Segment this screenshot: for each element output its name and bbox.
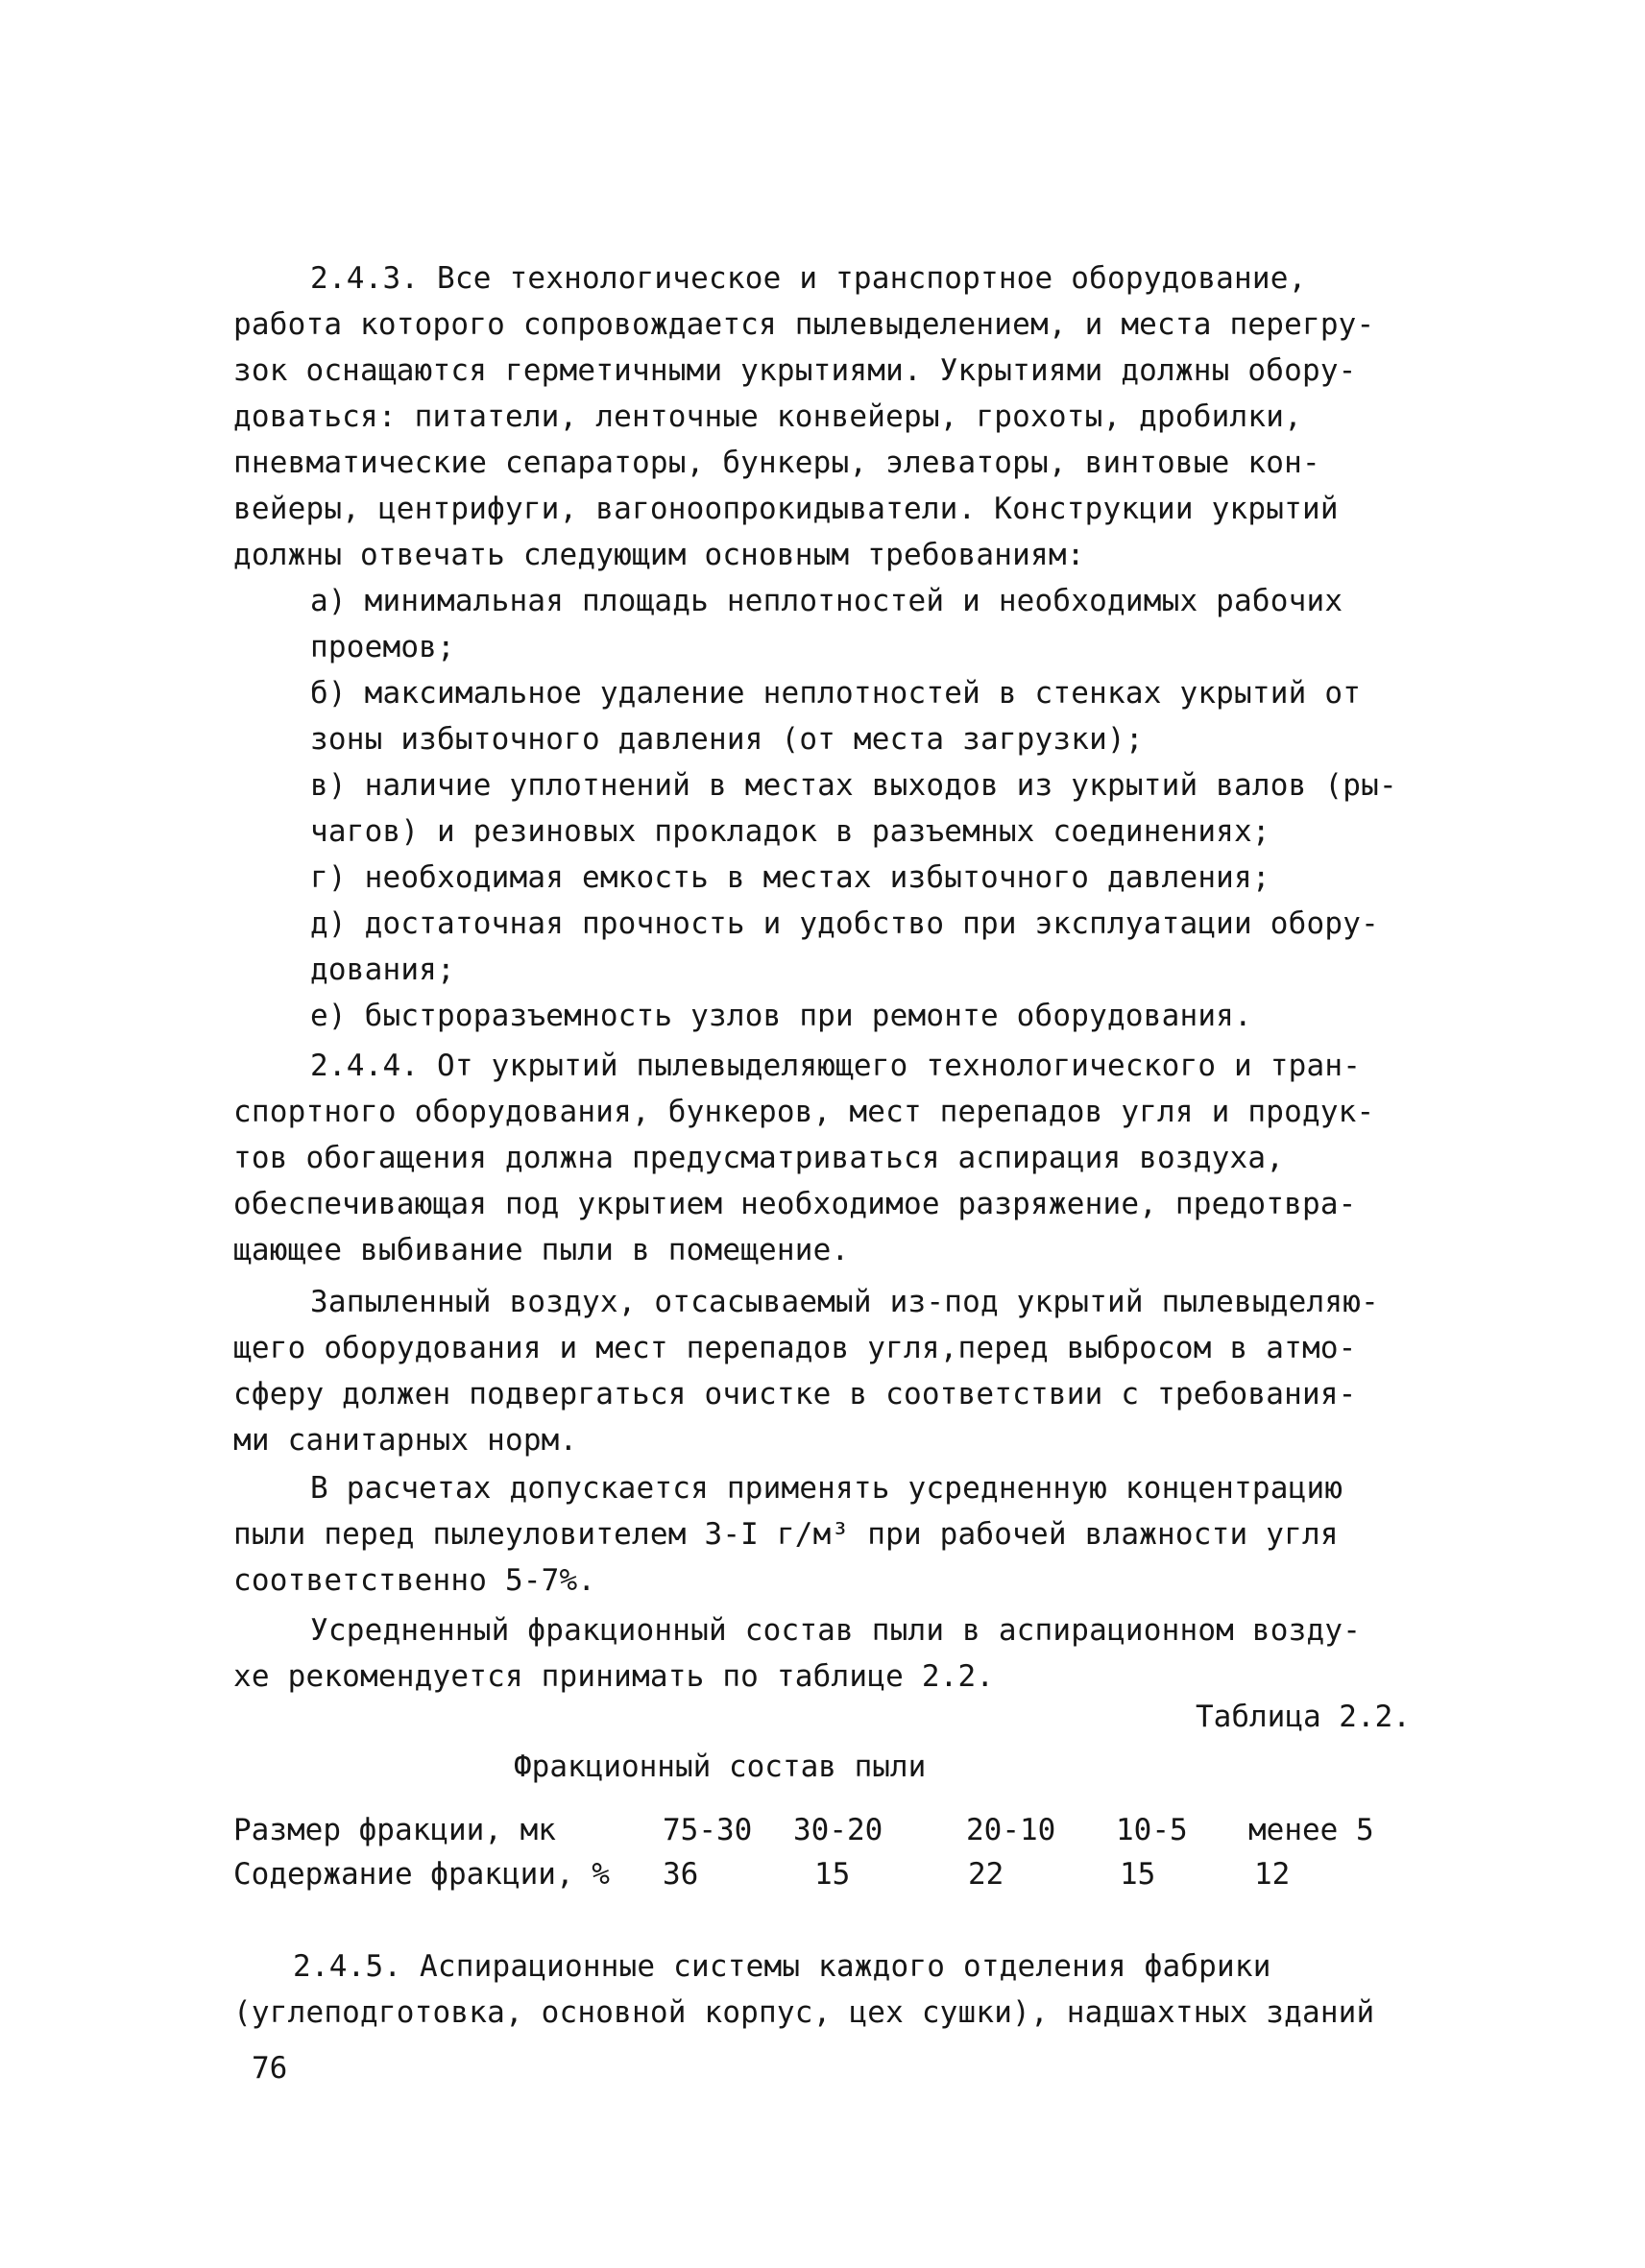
table-cell: менее 5 (1248, 1813, 1374, 1847)
paragraph-line: вейеры, центрифуги, вагоноопрокидыватели. Конструкции укрытий (233, 492, 1339, 526)
table-cell: 30-20 (793, 1813, 883, 1847)
paragraph-line: В расчетах допускается применять усредненную концентрацию (310, 1471, 1343, 1506)
list-item-line: г) необходимая емкость в местах избыточного давления; (310, 860, 1270, 895)
paragraph-line: обеспечивающая под укрытием необходимое разряжение, предотвра- (233, 1187, 1357, 1221)
list-item-line: б) максимальное удаление неплотностей в стенках укрытий от (310, 676, 1362, 711)
table-cell: 10-5 (1116, 1813, 1188, 1847)
list-item-line: дования; (310, 953, 455, 987)
paragraph-line: должны отвечать следующим основным требованиям: (233, 538, 1085, 572)
table-cell: 15 (1120, 1857, 1156, 1892)
table-cell: 20-10 (966, 1813, 1056, 1847)
table-cell: 15 (814, 1857, 851, 1892)
paragraph-line: Усредненный фракционный состав пыли в аспирационном возду- (310, 1613, 1362, 1648)
paragraph-line: щающее выбивание пыли в помещение. (233, 1233, 850, 1267)
list-item-line: в) наличие уплотнений в местах выходов из укрытий валов (ры- (310, 768, 1397, 803)
list-item-line: зоны избыточного давления (от места загрузки); (310, 722, 1144, 757)
paragraph-line: пневматические сепараторы, бункеры, элеваторы, винтовые кон- (233, 446, 1320, 480)
table-row-header: Содержание фракции, % (233, 1857, 610, 1892)
paragraph-line: доваться: питатели, ленточные конвейеры, грохоты, дробилки, (233, 399, 1302, 434)
paragraph-line: 2.4.3. Все технологическое и транспортное оборудование, (310, 261, 1307, 296)
paragraph-line: 2.4.4. От укрытий пылевыделяющего технологического и тран- (310, 1049, 1362, 1083)
table-title: Фракционный состав пыли (514, 1749, 927, 1784)
list-item-line: а) минимальная площадь неплотностей и необходимых рабочих (310, 584, 1343, 618)
paragraph-line: щего оборудования и мест перепадов угля,перед выбросом в атмо- (233, 1331, 1357, 1365)
paragraph-line: соответственно 5-7%. (233, 1563, 596, 1598)
list-item-line: чагов) и резиновых прокладок в разъемных соединениях; (310, 814, 1270, 849)
table-label: Таблица 2.2. (1196, 1700, 1411, 1734)
paragraph-line: тов обогащения должна предусматриваться аспирация воздуха, (233, 1141, 1285, 1175)
paragraph-line: работа которого сопровождается пылевыделением, и места перегру- (233, 307, 1375, 342)
paragraph-line: (углеподготовка, основной корпус, цех сушки), надшахтных зданий (233, 1995, 1375, 2030)
list-item-line: е) быстроразъемность узлов при ремонте оборудования. (310, 999, 1252, 1033)
list-item-line: д) достаточная прочность и удобство при эксплуатации обору- (310, 906, 1379, 941)
paragraph-line: Запыленный воздух, отсасываемый из-под укрытий пылевыделяю- (310, 1285, 1379, 1319)
paragraph-line: зок оснащаются герметичными укрытиями. Укрытиями должны обору- (233, 353, 1357, 388)
page-number: 76 (252, 2051, 288, 2086)
table-cell: 12 (1254, 1857, 1291, 1892)
paragraph-line: пыли перед пылеуловителем 3-I г/м³ при рабочей влажности угля (233, 1517, 1339, 1552)
list-item-line: проемов; (310, 630, 455, 664)
table-row-header: Размер фракции, мк (233, 1813, 556, 1847)
paragraph-line: спортного оборудования, бункеров, мест перепадов угля и продук- (233, 1095, 1375, 1129)
paragraph-line: 2.4.5. Аспирационные системы каждого отделения фабрики (293, 1949, 1271, 1984)
paragraph-line: сферу должен подвергаться очистке в соответствии с требования- (233, 1377, 1357, 1411)
paragraph-line: хе рекомендуется принимать по таблице 2.2. (233, 1659, 995, 1694)
paragraph-line: ми санитарных норм. (233, 1423, 578, 1458)
table-cell: 75-30 (663, 1813, 753, 1847)
table-cell: 36 (663, 1857, 699, 1892)
table-cell: 22 (968, 1857, 1004, 1892)
